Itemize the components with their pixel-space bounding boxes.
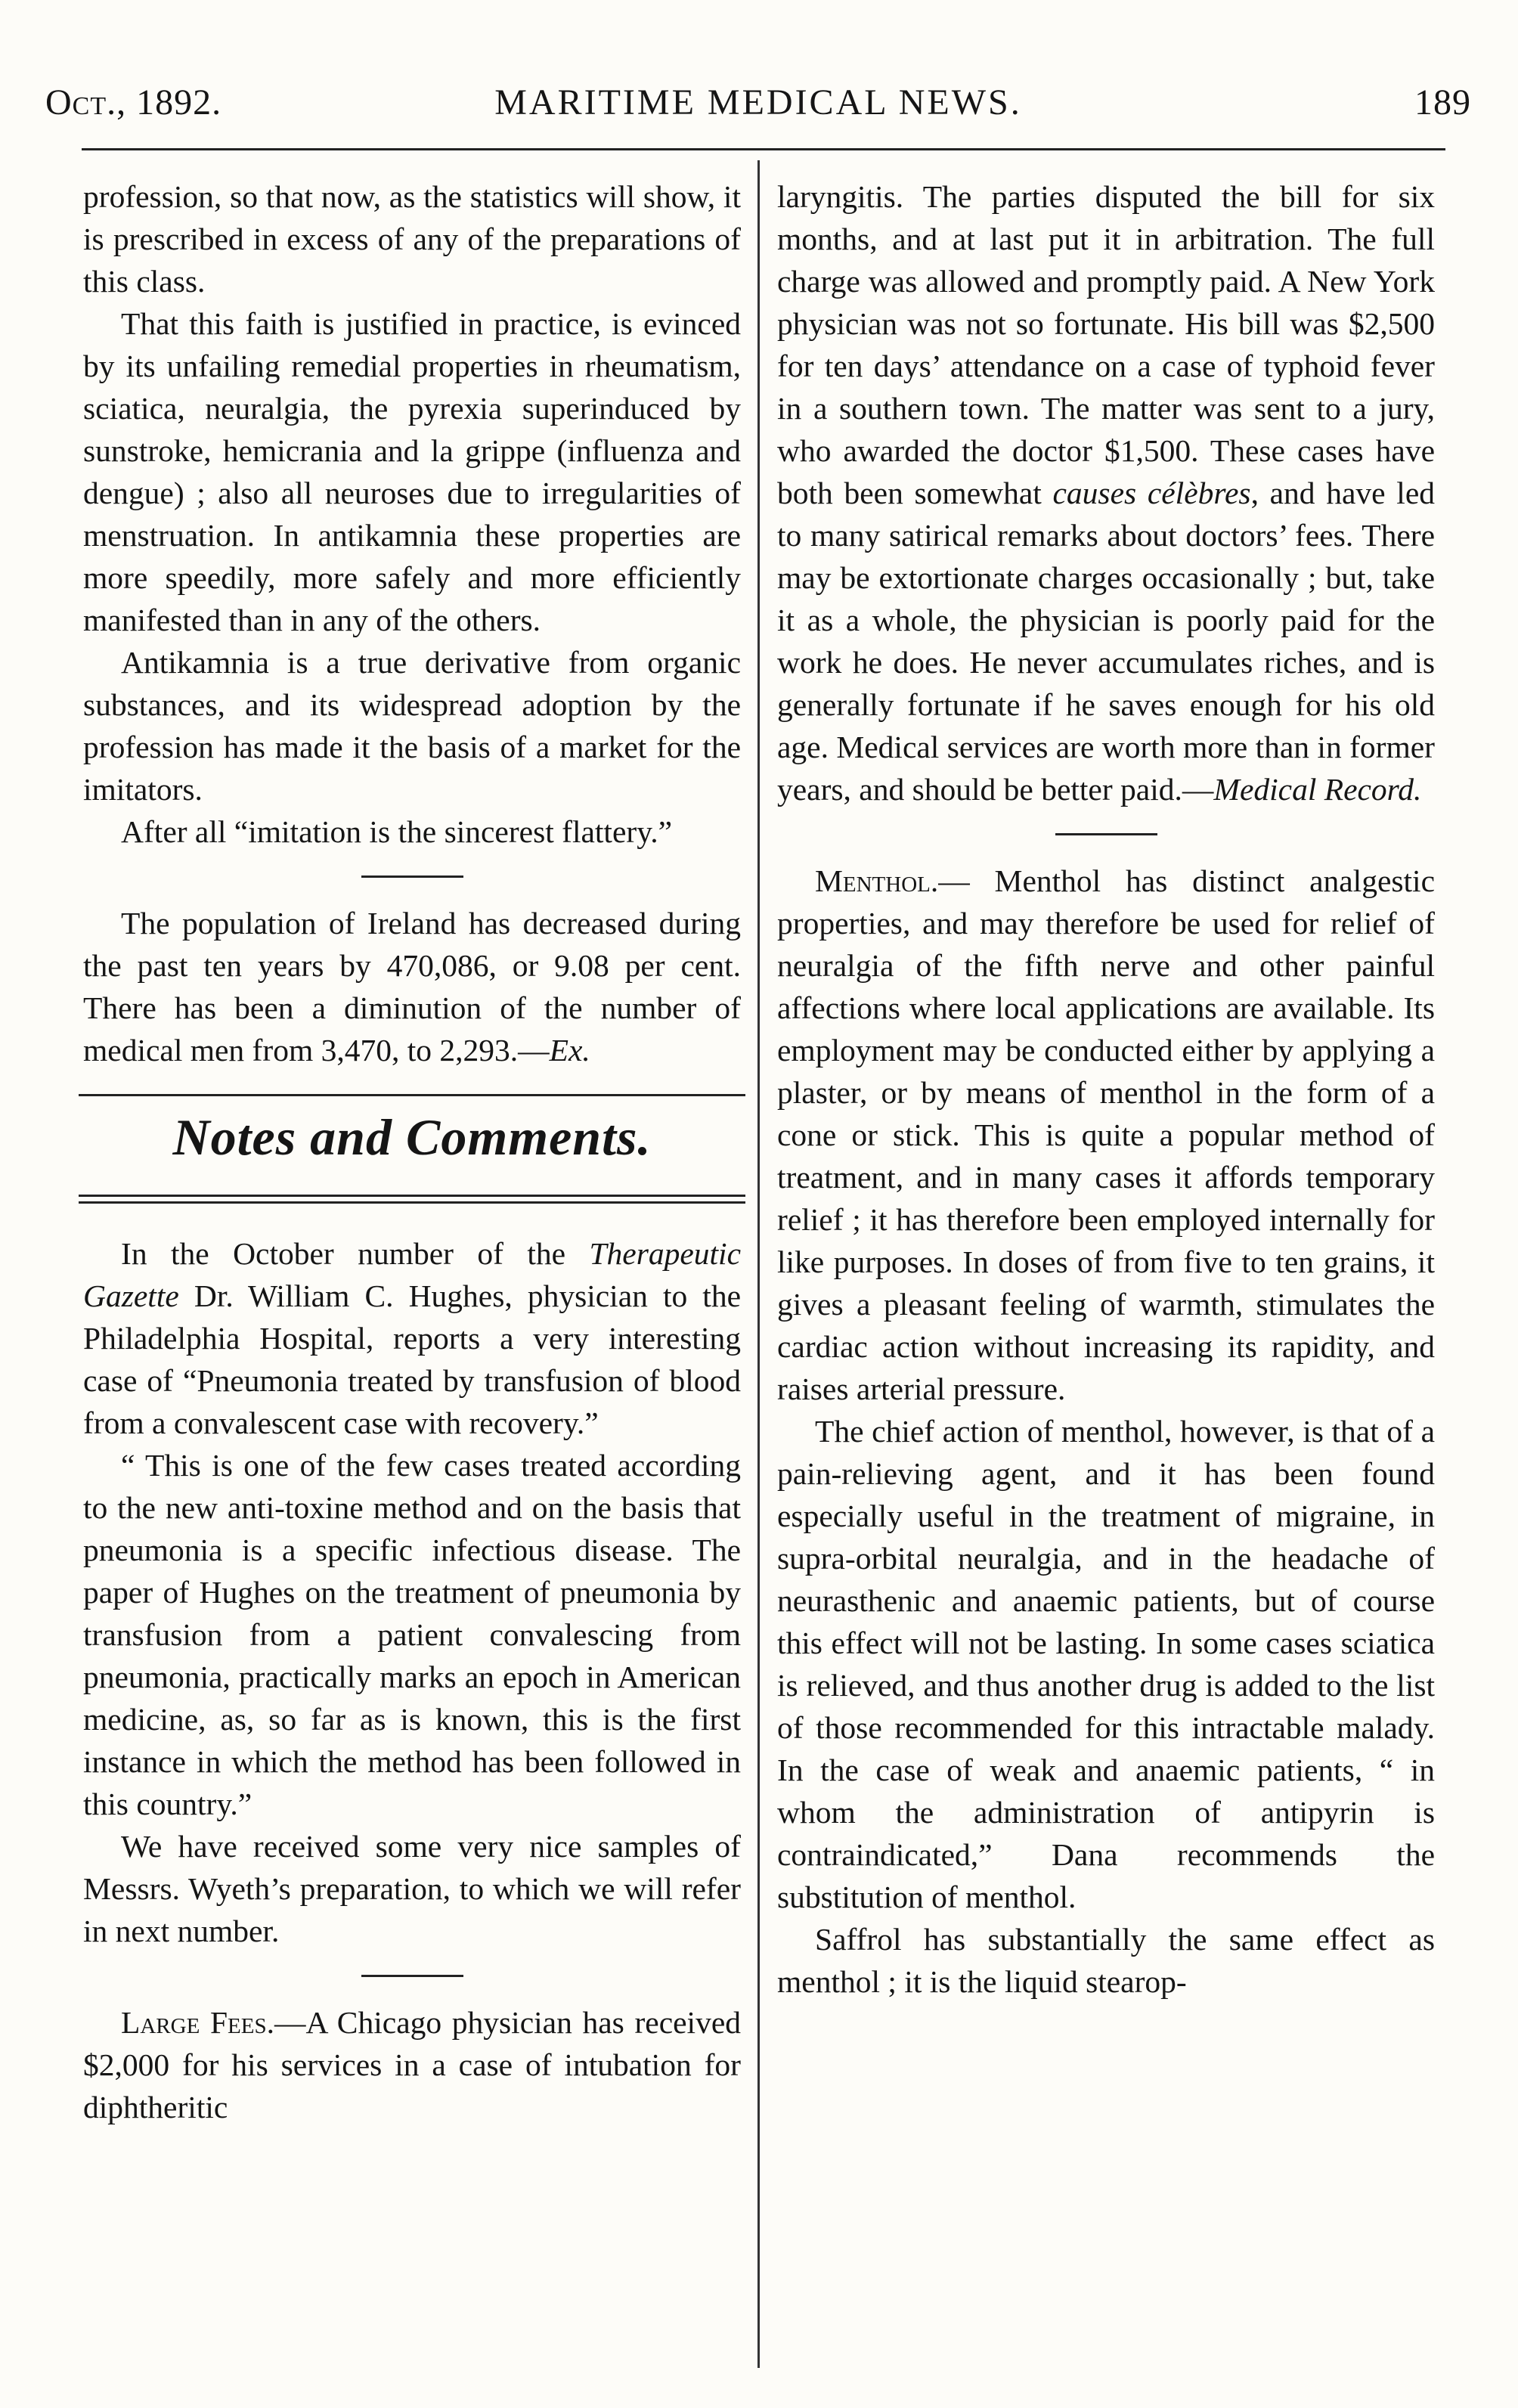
section-rule: [79, 1094, 745, 1096]
paragraph-large-fees: Large Fees.—A Chicago physician has received $2,000 for his services in a case of intubation for diphtheritic: [83, 2005, 741, 2124]
section-rule-top: [79, 1195, 745, 1197]
column-rule: [757, 160, 760, 2368]
running-head: [45, 82, 1471, 135]
section-title: Notes and Comments.: [172, 1108, 652, 1166]
paragraph-antikamnia-derivative: Antikamnia is a true derivative from organic substances, and its widespread adoption by the profession has made it the basis of a market for the imitators.: [83, 645, 741, 807]
paragraph-saffrol: Saffrol has substantially the same effect as menthol ; it is the liquid stearop-: [777, 1922, 1435, 1999]
left-column: [83, 175, 741, 2128]
gazette-title: Therapeutic Gazette: [83, 1236, 741, 1313]
paragraph-therapeutic-gazette: In the October number of the Therapeutic Gazette Dr. William C. Hughes, physician to the Philadelphia Hospital, reports a very interesting case of “Pneumonia treated by transfusion of blood from a convalescent case with recovery.”: [83, 1236, 741, 1440]
paragraph-anti-toxine: “ This is one of the few cases treated according to the new anti-toxine method and on the basis that pneumonia is a specific infectious disease. The paper of Hughes on the treatment of pneumonia by transfusion from a patient convalescing from pneumonia, practically marks an epoch in American medicine, as, so far as is known, this is the first instance in which the method has been followed in this country.”: [83, 1448, 741, 1821]
medical-record-source: Medical Record.: [1213, 772, 1422, 807]
paragraph-antikamnia-properties: That this faith is justified in practice, is evinced by its unfailing remedial properties in rheumatism, sciatica, neuralgia, the pyrexia superinduced by sunstroke, hemicrania and la grippe (influenza and dengue) ; also all neuroses due to irregularities of menstruation. In antikamnia these properties are more speedily, more safely and more efficiently manifested than in any of the others.: [83, 306, 741, 637]
ireland-text: The population of Ireland has decreased during the past ten years by 470,086, or 9.08 per cent. There has been a diminution of the number of medical men from 3,470, to 2,293.—: [83, 906, 741, 1068]
issue-date: Oct., 1892.: [45, 82, 222, 122]
paragraph-imitation: After all “imitation is the sincerest flattery.”: [121, 814, 673, 849]
page-number: 189: [1414, 82, 1471, 122]
paragraph-menthol-action: The chief action of menthol, however, is that of a pain-relieving agent, and it has been found especially useful in the treatment of migraine, in supra-orbital neuralgia, and in the headache of neurasthenic and anaemic patients, but of course this effect will not be lasting. In some cases sciatica is relieved, and thus another drug is added to the list of those recommended for this intractable malady. In the case of weak and anaemic patients, “ in whom the administration of antipyrin is contraindicated,” Dana recommends the substitution of menthol.: [777, 1414, 1435, 1914]
short-divider: [361, 1975, 463, 1977]
short-divider: [1055, 833, 1157, 835]
paragraph-statistics: profession, so that now, as the statistics will show, it is prescribed in excess of any of the preparations of this class.: [83, 179, 741, 299]
ireland-source: Ex.: [549, 1033, 590, 1068]
paragraph-fees-continued: laryngitis. The parties disputed the bill for six months, and at last put it in arbitration. The full charge was allowed and promptly paid. A New York physician was not so fortunate. His bill was $2,500 for ten days’ attendance on a case of typhoid fever in a southern town. The matter was sent to a jury, who awarded the doctor $1,500. These cases have both been somewhat causes célèbres, and have led to many satirical remarks about doctors’ fees. There may be extortionate charges occasionally ; but, take it as a whole, the physician is poorly paid for the work he does. He never accumulates riches, and is generally fortunate if he saves enough for his old age. Medical services are worth more than in former years, and should be better paid.—Medical Record.: [777, 179, 1435, 807]
short-divider: [361, 875, 463, 878]
journal-title: MARITIME MEDICAL NEWS.: [494, 82, 1022, 122]
paragraph-wyeth: We have received some very nice samples of Messrs. Wyeth’s preparation, to which we will refer in next number.: [83, 1829, 741, 1948]
causes-celebres: causes célèbres: [1052, 476, 1251, 510]
right-column: [777, 175, 1435, 2003]
header-rule: [82, 148, 1445, 150]
paragraph-ireland: [83, 902, 741, 1071]
large-fees-heading: Large Fees.: [121, 2005, 274, 2040]
paragraph-menthol: Menthol.— Menthol has distinct analgestic properties, and may therefore be used for relief of neuralgia of the fifth nerve and other painful affections where local applications are available. Its employment may be conducted either by applying a plaster, or by means of menthol in the form of a cone or stick. This is quite a popular method of treatment, and in many cases it affords temporary relief ; it has therefore been employed internally for like purposes. In doses of from five to ten grains, it gives a pleasant feeling of warmth, stimulates the cardiac action without increasing its rapidity, and raises arterial pressure.: [777, 863, 1435, 1406]
menthol-heading: Menthol.: [815, 863, 939, 898]
